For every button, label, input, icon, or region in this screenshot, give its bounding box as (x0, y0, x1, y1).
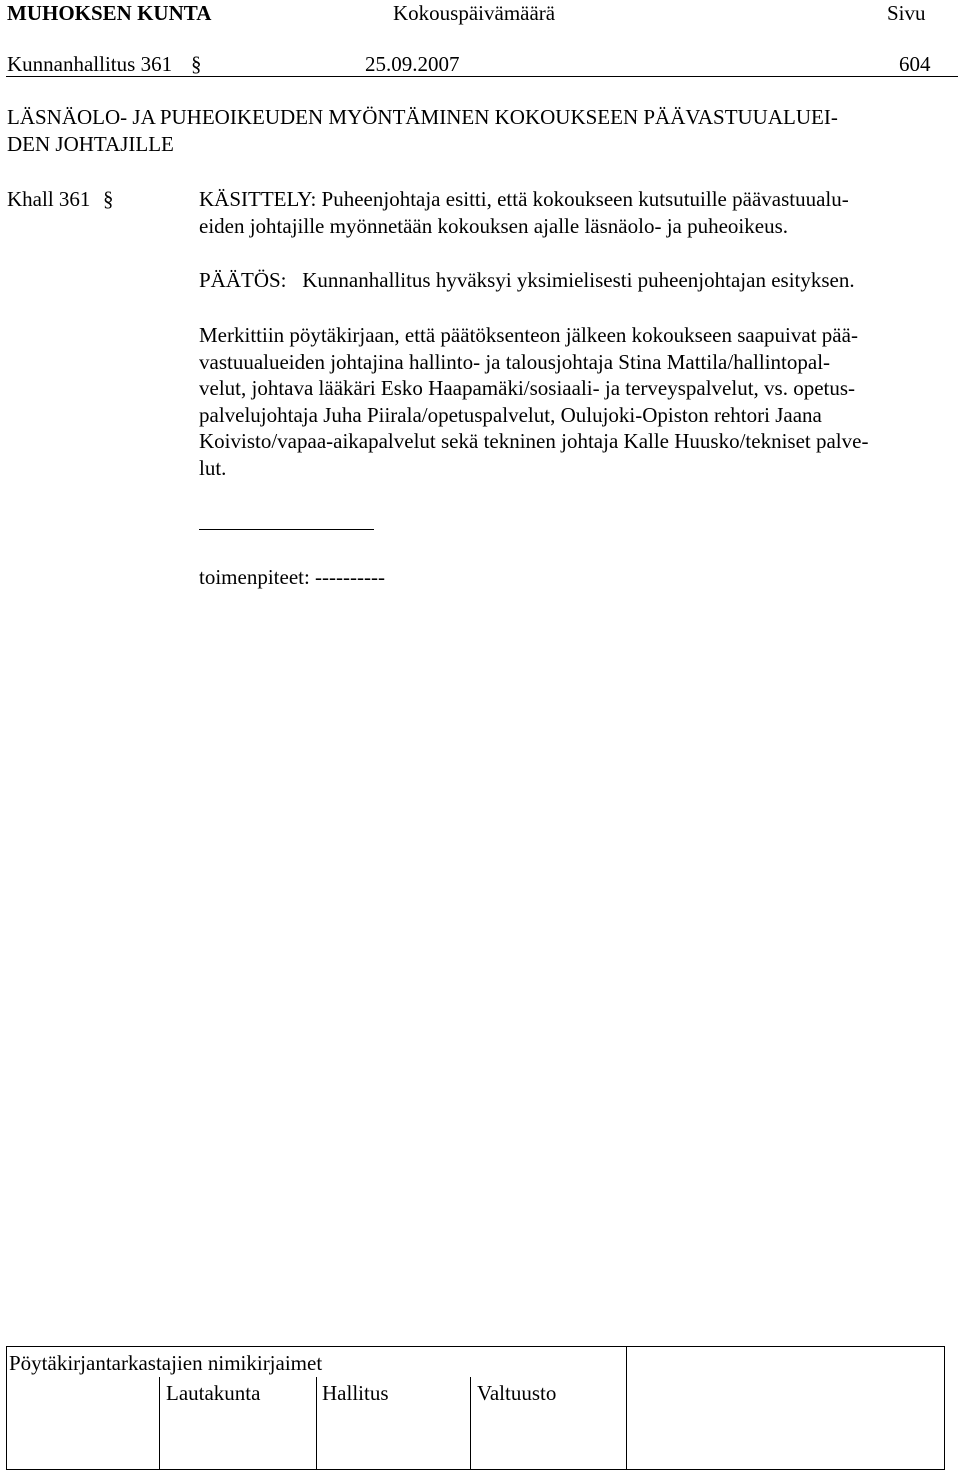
municipality-name: MUHOKSEN KUNTA (7, 1, 212, 25)
signature-box (6, 1346, 945, 1470)
section-mark: § (191, 52, 202, 76)
separator-line (199, 529, 374, 530)
page-title (7, 104, 838, 158)
page-number: 604 (899, 52, 931, 76)
title-line-2: DEN JOHTAJILLE (7, 132, 174, 156)
page-label: Sivu (887, 1, 926, 25)
kasittely-paragraph (199, 186, 943, 239)
merkinta-paragraph (199, 322, 943, 481)
header-divider (6, 76, 958, 77)
merkinta-line: Merkittiin pöytäkirjaan, että päätöksenteon jälkeen kokoukseen saapuivat pää- (199, 323, 858, 347)
merkinta-line: lut. (199, 455, 227, 480)
kasittely-line: KÄSITTELY: Puheenjohtaja esitti, että kokoukseen kutsutuille päävastuualu- (199, 187, 849, 211)
title-line-1: LÄSNÄOLO- JA PUHEOIKEUDEN MYÖNTÄMINEN KOKOUKSEEN PÄÄVASTUUALUEI- (7, 105, 838, 129)
paatos-paragraph: PÄÄTÖS: Kunnanhallitus hyväksyi yksimielisesti puheenjohtajan esityksen. (199, 268, 855, 292)
merkinta-line: vastuualueiden johtajina hallinto- ja talousjohtaja Stina Mattila/hallintopal- (199, 349, 831, 374)
body-name: Kunnanhallitus 361 (7, 52, 173, 76)
column-hallitus: Hallitus (322, 1381, 389, 1405)
section-ref-mark: § (103, 187, 114, 211)
merkinta-line: palvelujohtaja Juha Piirala/opetuspalvelut, Oulujoki-Opiston rehtori Jaana (199, 402, 822, 427)
merkinta-line: velut, johtava lääkäri Esko Haapamäki/sosiaali- ja terveyspalvelut, vs. opetus- (199, 376, 856, 400)
section-ref: Khall 361 (7, 187, 91, 211)
signature-box-title: Pöytäkirjantarkastajien nimikirjaimet (9, 1351, 323, 1375)
date-label: Kokouspäivämäärä (393, 1, 556, 25)
merkinta-line: Koivisto/vapaa-aikapalvelut sekä tekninen johtaja Kalle Huusko/tekniset palve- (199, 429, 869, 453)
column-divider-2 (316, 1377, 317, 1469)
column-valtuusto: Valtuusto (477, 1381, 557, 1405)
column-divider-1 (159, 1377, 160, 1469)
meeting-date: 25.09.2007 (365, 52, 460, 76)
kasittely-line: eiden johtajille myönnetään kokouksen ajalle läsnäolo- ja puheoikeus. (199, 213, 788, 238)
column-divider-3 (470, 1377, 471, 1469)
column-lautakunta: Lautakunta (166, 1381, 261, 1405)
signature-box-divider (626, 1347, 627, 1469)
toimenpiteet: toimenpiteet: ---------- (199, 565, 385, 589)
